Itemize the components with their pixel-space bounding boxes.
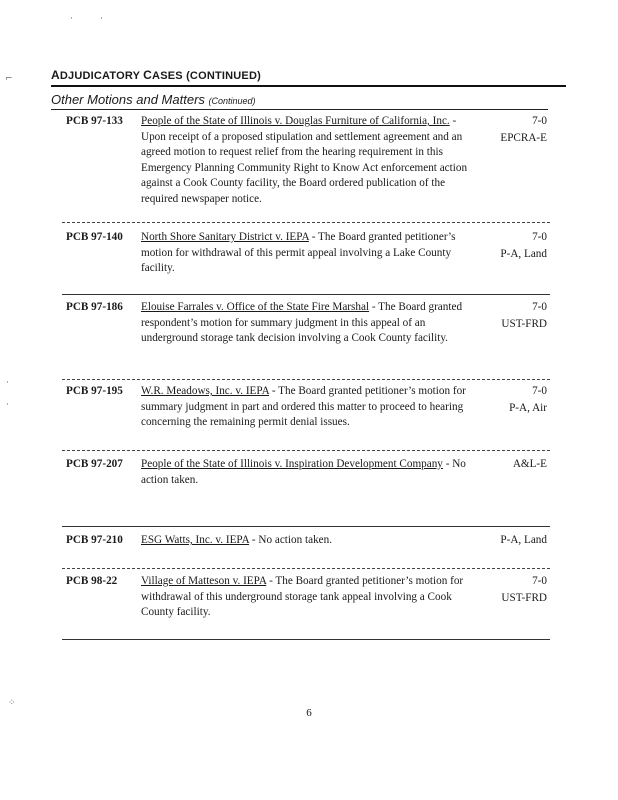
case-description: Village of Matteson v. IEPA - The Board granted petitioner’s motion for withdrawal of this underground storage tank appeal involving a Cook County facility. xyxy=(141,575,464,618)
case-code: A&L-E xyxy=(512,458,547,470)
case-number: PCB 97-186 xyxy=(66,301,123,313)
case-description: North Shore Sanitary District v. IEPA - The Board granted petitioner’s motion for withdrawal of this permit appeal involving a Lake County facility. xyxy=(141,231,456,274)
scan-speck: · xyxy=(6,378,9,388)
case-description: People of the State of Illinois v. Douglas Furniture of California, Inc. - Upon receipt of a proposed stipulation and settlement agreement and an agreed motion to request relief from the hearing requirement in this Emergency Planning Community Right to Know Act enforcement action against a Cook County facility, the Board ordered publication of the required newspaper notice. xyxy=(141,115,468,205)
scan-speck: · xyxy=(6,400,9,410)
case-code: UST-FRD xyxy=(501,592,547,604)
case-description: People of the State of Illinois v. Inspiration Development Company - No action taken. xyxy=(141,458,466,486)
case-party[interactable]: Elouise Farrales v. Office of the State Fire Marshal xyxy=(141,301,370,313)
case-code: P-A, Air xyxy=(509,402,547,414)
scan-speck: · xyxy=(70,14,73,24)
case-party[interactable]: W.R. Meadows, Inc. v. IEPA xyxy=(141,385,270,397)
case-vote: 7-0 xyxy=(532,301,547,313)
case-vote: 7-0 xyxy=(532,231,547,243)
case-vote: 7-0 xyxy=(532,575,547,587)
case-description: Elouise Farrales v. Office of the State Fire Marshal - The Board granted respondent’s motion for summary judgment in this appeal of an underground storage tank decision involving a Cook County facility. xyxy=(141,301,463,344)
case-code: P-A, Land xyxy=(500,248,547,260)
case-number: PCB 97-133 xyxy=(66,115,123,127)
section-rule xyxy=(51,109,548,110)
case-description: W.R. Meadows, Inc. v. IEPA - The Board granted petitioner’s motion for summary judgment in part and ordered this matter to proceed to hearing concerning the remaining permit denial issues. xyxy=(141,385,466,428)
case-number: PCB 98-22 xyxy=(66,575,118,587)
section-title: Other Motions and Matters (Continued) xyxy=(51,92,256,107)
case-party[interactable]: North Shore Sanitary District v. IEPA xyxy=(141,231,309,243)
case-code: P-A, Land xyxy=(500,534,547,546)
case-number: PCB 97-140 xyxy=(66,231,123,243)
case-number: PCB 97-195 xyxy=(66,385,123,397)
case-party[interactable]: People of the State of Illinois v. Douglas Furniture of California, Inc. xyxy=(141,115,450,127)
scan-speck: · xyxy=(100,14,103,24)
case-divider xyxy=(62,379,550,380)
case-party[interactable]: People of the State of Illinois v. Inspiration Development Company xyxy=(141,458,443,470)
case-divider xyxy=(62,222,550,223)
case-vote: 7-0 xyxy=(532,385,547,397)
case-divider xyxy=(62,568,550,569)
case-number: PCB 97-210 xyxy=(66,534,123,546)
page-number: 6 xyxy=(306,707,312,719)
scan-speck: ⌐ xyxy=(5,74,13,84)
header-rule xyxy=(51,85,566,87)
page-header: ADJUDICATORY CASES (CONTINUED) xyxy=(51,68,261,82)
case-code: EPCRA-E xyxy=(500,132,547,144)
case-divider xyxy=(62,639,550,640)
case-divider xyxy=(62,294,550,295)
case-divider xyxy=(62,526,550,527)
case-party[interactable]: Village of Matteson v. IEPA xyxy=(141,575,267,587)
case-divider xyxy=(62,450,550,451)
case-party[interactable]: ESG Watts, Inc. v. IEPA xyxy=(141,534,250,546)
case-description: ESG Watts, Inc. v. IEPA - No action taken. xyxy=(141,534,333,546)
case-vote: 7-0 xyxy=(532,115,547,127)
scan-speck: ⁘ xyxy=(8,698,16,708)
case-code: UST-FRD xyxy=(501,318,547,330)
case-number: PCB 97-207 xyxy=(66,458,123,470)
